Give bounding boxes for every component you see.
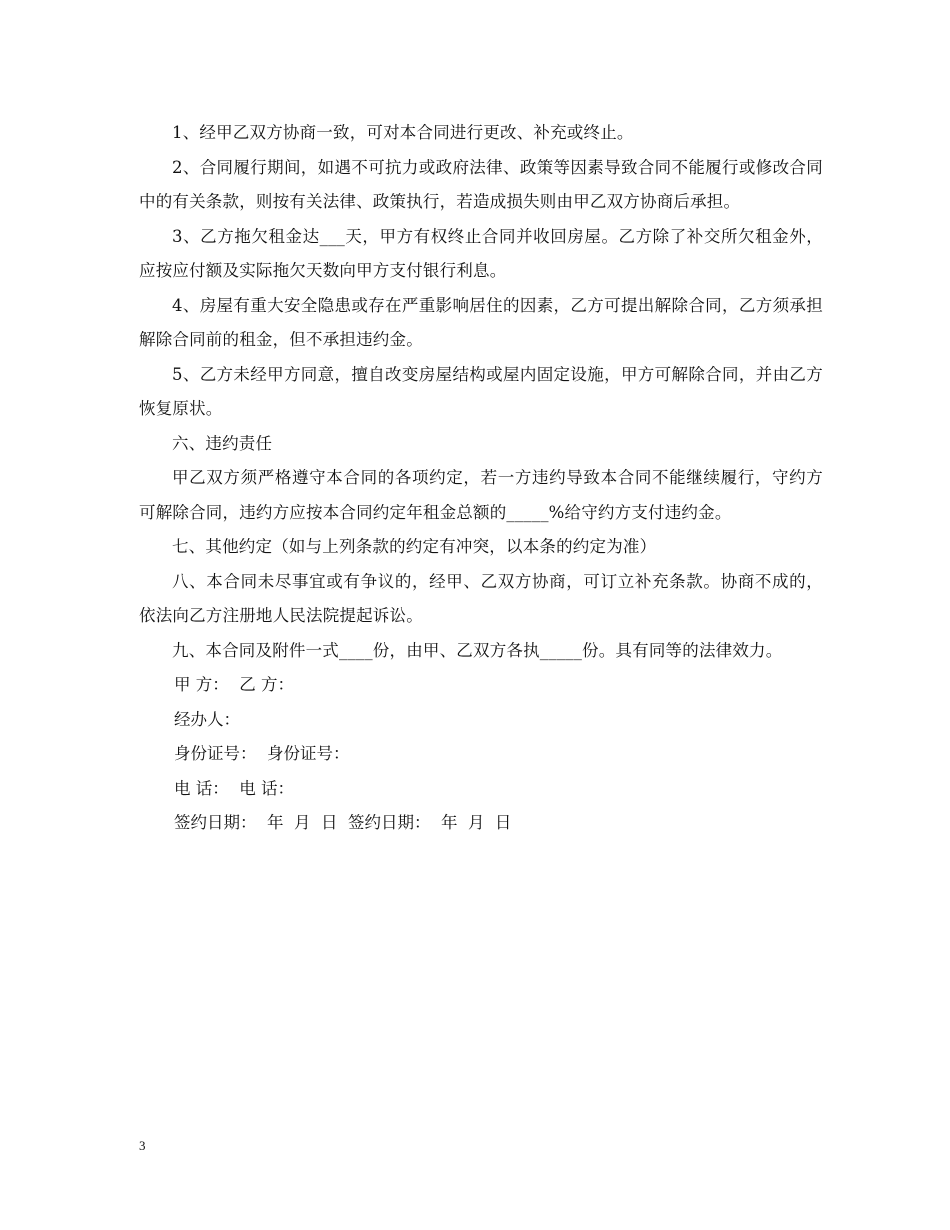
clause-3: 3、乙方拖欠租金达___天，甲方有权终止合同并收回房屋。乙方除了补交所欠租金外，应按应付额及实际拖欠天数向甲方支付银行利息。 xyxy=(139,226,823,280)
signature-parties: 甲 方： 乙 方： xyxy=(174,675,294,694)
clause-4: 4、房屋有重大安全隐患或存在严重影响居住的因素，乙方可提出解除合同，乙方须承担解除合同前的租金，但不承担违约金。 xyxy=(139,295,823,349)
breach-clause: 甲乙双方须严格遵守本合同的各项约定，若一方违约导致本合同不能继续履行，守约方可解除合同，违约方应按本合同约定年租金总额的_____%给守约方支付违约金。 xyxy=(139,468,823,522)
signature-id: 身份证号： 身份证号： xyxy=(174,744,350,763)
clause-eight: 八、本合同未尽事宜或有争议的，经甲、乙双方协商，可订立补充条款。协商不成的，依法向乙方注册地人民法院提起诉讼。 xyxy=(139,571,823,625)
page-number: 3 xyxy=(139,1138,146,1153)
signature-block xyxy=(139,668,823,841)
clause-5: 5、乙方未经甲方同意，擅自改变房屋结构或屋内固定设施，甲方可解除合同，并由乙方恢复原状。 xyxy=(139,364,823,418)
section-heading-breach: 六、违约责任 xyxy=(172,433,273,453)
signature-agent: 经办人： xyxy=(174,709,240,729)
signature-date: 签约日期： 年 月 日 签约日期： 年 月 日 xyxy=(174,813,512,832)
clause-nine: 九、本合同及附件一式____份，由甲、乙双方各执_____份。具有同等的法律效力。 xyxy=(172,640,783,660)
clause-1: 1、经甲乙双方协商一致，可对本合同进行更改、补充或终止。 xyxy=(172,123,634,142)
clause-2: 2、合同履行期间，如遇不可抗力或政府法律、政策等因素导致合同不能履行或修改合同中的有关条款，则按有关法律、政策执行，若造成损失则由甲乙双方协商后承担。 xyxy=(139,157,823,211)
signature-phone: 电 话： 电 话： xyxy=(174,778,294,798)
section-heading-other: 七、其他约定（如与上列条款的约定有冲突，以本条的约定为准） xyxy=(172,537,657,556)
contract-body xyxy=(139,116,823,841)
